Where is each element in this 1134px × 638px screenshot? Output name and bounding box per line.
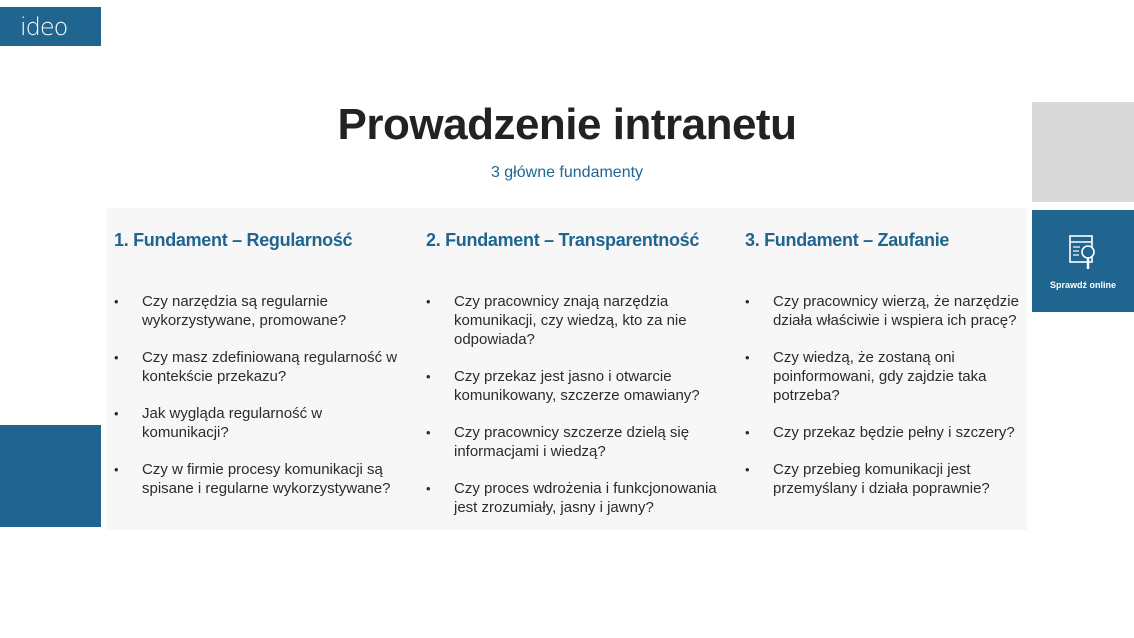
- fundamentals-panel: [106, 208, 1027, 530]
- question-list: [426, 292, 718, 535]
- list-item: • Czy pracownicy znają narzędzia komunikacji, czy wiedzą, kto za nie odpowiada?: [426, 292, 718, 349]
- page-title: Prowadzenie intranetu: [337, 100, 797, 149]
- list-item: • Czy przekaz będzie pełny i szczery?: [745, 423, 1025, 442]
- page-subtitle: 3 główne fundamenty: [490, 164, 644, 181]
- list-item: • Czy pracownicy szczerze dzielą się informacjami i wiedzą?: [426, 423, 718, 461]
- list-item: • Czy przebieg komunikacji jest przemyślany i działa poprawnie?: [745, 460, 1025, 498]
- question-list: [745, 292, 1025, 516]
- magnifier-document-icon: [1068, 234, 1098, 272]
- check-online-button[interactable]: [1032, 210, 1134, 312]
- check-online-label: Sprawdź online: [1049, 280, 1116, 290]
- column-heading: 3. Fundament – Zaufanie: [745, 230, 950, 250]
- list-item: • Czy przekaz jest jasno i otwarcie komunikowany, szczerze omawiany?: [426, 367, 718, 405]
- decorative-block-left: [0, 425, 101, 527]
- list-item: • Czy wiedzą, że zostaną oni poinformowani, gdy zajdzie taka potrzeba?: [745, 348, 1025, 405]
- list-item: • Czy proces wdrożenia i funkcjonowania jest zrozumiały, jasny i jawny?: [426, 479, 718, 517]
- company-logo: ideo: [0, 7, 101, 46]
- question-list: [114, 292, 404, 516]
- column-heading: 1. Fundament – Regularność: [114, 230, 353, 250]
- list-item: • Czy masz zdefiniowaną regularność w kontekście przekazu?: [114, 348, 404, 386]
- list-item: • Czy w firmie procesy komunikacji są spisane i regularne wykorzystywane?: [114, 460, 404, 498]
- list-item: • Czy pracownicy wierzą, że narzędzie działa właściwie i wspiera ich pracę?: [745, 292, 1025, 330]
- column-heading: 2. Fundament – Transparentność: [426, 230, 700, 250]
- list-item: • Jak wygląda regularność w komunikacji?: [114, 404, 404, 442]
- list-item: • Czy narzędzia są regularnie wykorzystywane, promowane?: [114, 292, 404, 330]
